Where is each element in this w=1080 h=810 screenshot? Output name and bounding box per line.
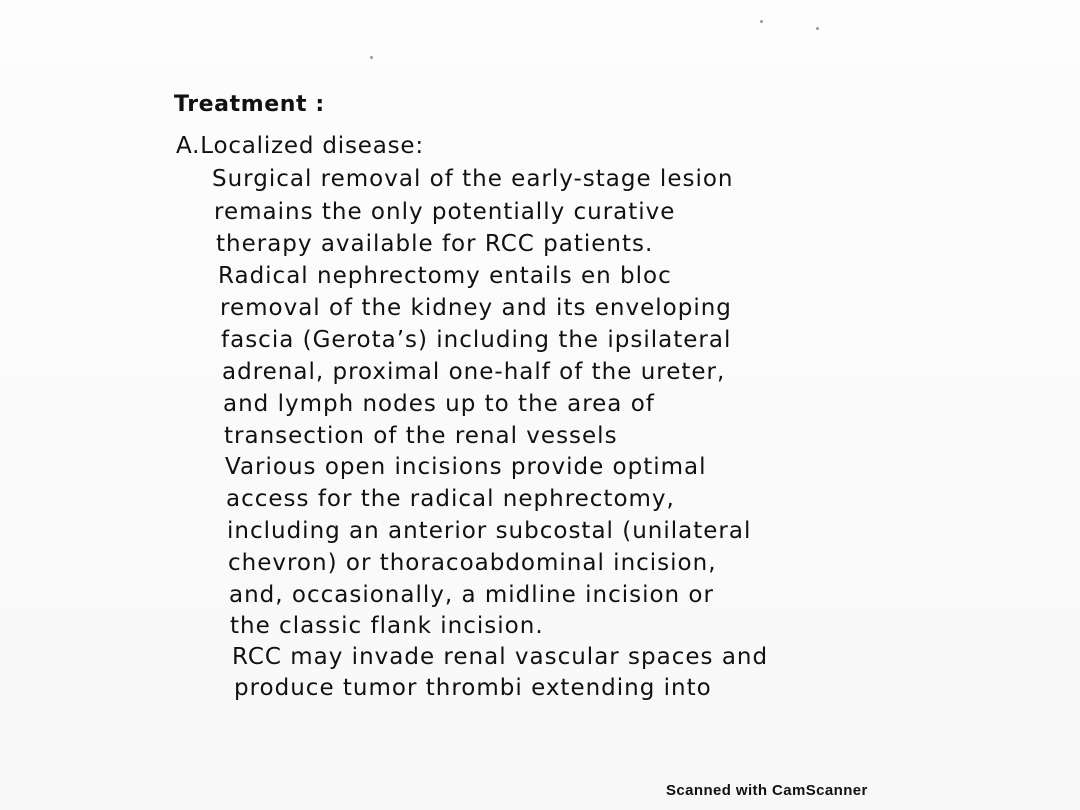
scan-speck (816, 27, 819, 30)
body-line: Radical nephrectomy entails en bloc (218, 263, 672, 289)
body-line: chevron) or thoracoabdominal incision, (228, 550, 717, 576)
camscanner-watermark: Scanned with CamScanner (666, 782, 868, 799)
body-line: produce tumor thrombi extending into (234, 675, 712, 701)
body-line: adrenal, proximal one-half of the ureter, (222, 359, 726, 385)
body-line: the classic flank incision. (230, 613, 544, 639)
body-line: Surgical removal of the early-stage lesion (212, 166, 734, 192)
body-line: therapy available for RCC patients. (216, 231, 654, 257)
body-line: and lymph nodes up to the area of (223, 391, 655, 417)
body-line: remains the only potentially curative (214, 199, 676, 225)
body-line: access for the radical nephrectomy, (226, 486, 675, 512)
body-line: removal of the kidney and its enveloping (220, 295, 732, 321)
body-line: fascia (Gerota’s) including the ipsilateral (221, 327, 732, 353)
section-heading: Treatment : (174, 92, 325, 117)
body-line: and, occasionally, a midline incision or (229, 582, 714, 608)
subsection-heading: A.Localized disease: (176, 133, 424, 159)
scan-speck (370, 56, 373, 59)
scan-speck (760, 20, 763, 23)
body-line: including an anterior subcostal (unilateral (227, 518, 752, 544)
body-line: transection of the renal vessels (224, 423, 618, 449)
body-line: Various open incisions provide optimal (225, 454, 707, 480)
body-line: RCC may invade renal vascular spaces and (232, 644, 769, 670)
